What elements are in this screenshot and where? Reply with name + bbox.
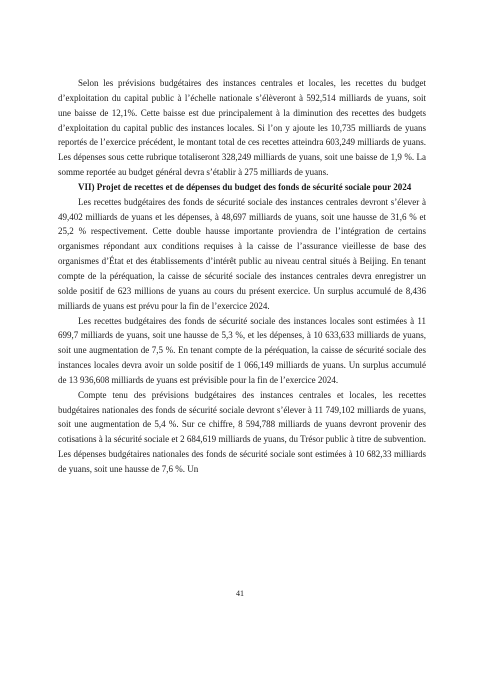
page-body <box>58 76 426 477</box>
paragraph-local-social-security: Les recettes budgétaires des fonds de sécurité sociale des instances locales sont estimées à 11 699,7 milliards de yuans, soit une hausse de 5,3 %, et les dépenses, à 10 633,633 milliards de yuans, soit une augmentation de 7,5 %. En tenant compte de la péréquation, la caisse de sécurité sociale des instances locales devra avoir un solde positif de 1 066,149 milliards de yuans. Un surplus accumulé de 13 936,608 milliards de yuans est prévisible pour la fin de l’exercice 2024. <box>58 315 426 385</box>
page-number: 41 <box>236 589 244 598</box>
paragraph-central-social-security: Les recettes budgétaires des fonds de sécurité sociale des instances centrales devront s’élever à 49,402 milliards de yuans et les dépenses, à 48,697 milliards de yuans, soit une hausse de 31,6 % et 25,2 % respectivement. Cette double hausse importante proviendra de l’intégration de certains organismes répondant aux conditions requises à la caisse de l’assurance vieillesse de base des organismes d’État et des établissements d’intérêt public au niveau central situés à Beijing. En tenant compte de la péréquation, la caisse de sécurité sociale des instances centrales devra enregistrer un solde positif de 623 millions de yuans au cours du présent exercice. Un surplus accumulé de 8,436 milliards de yuans est prévu pour la fin de l’exercice 2024. <box>58 196 426 311</box>
paragraph-capital-budget: Selon les prévisions budgétaires des instances centrales et locales, les recettes du budget d’exploitation du capital public à l’échelle nationale s’élèveront à 592,514 milliards de yuans, soit une baisse de 12,1%. Cette baisse est due principalement à la diminution des recettes des budgets d’exploitation du capital public des instances locales. Si l’on y ajoute les 10,735 milliards de yuans reportés de l’exercice précédent, le montant total de ces recettes atteindra 603,249 milliards de yuans. Les dépenses sous cette rubrique totaliseront 328,249 milliards de yuans, soit une baisse de 1,9 %. La somme reportée au budget général devra s’établir à 275 milliards de yuans. <box>58 78 426 178</box>
paragraph-national-social-security: Compte tenu des prévisions budgétaires des instances centrales et locales, les recettes budgétaires nationales des fonds de sécurité sociale devront s’élever à 11 749,102 milliards de yuans, soit une augmentation de 5,4 %. Sur ce chiffre, 8 594,788 milliards de yuans devront provenir des cotisations à la sécurité sociale et 2 684,619 milliards de yuans, du Trésor public à titre de subvention. Les dépenses budgétaires nationales des fonds de sécurité sociale sont estimées à 10 682,33 milliards de yuans, soit une hausse de 7,6 %. Un <box>58 389 426 474</box>
section-heading: VII) Projet de recettes et de dépenses du budget des fonds de sécurité sociale pour 2024 <box>78 181 412 192</box>
